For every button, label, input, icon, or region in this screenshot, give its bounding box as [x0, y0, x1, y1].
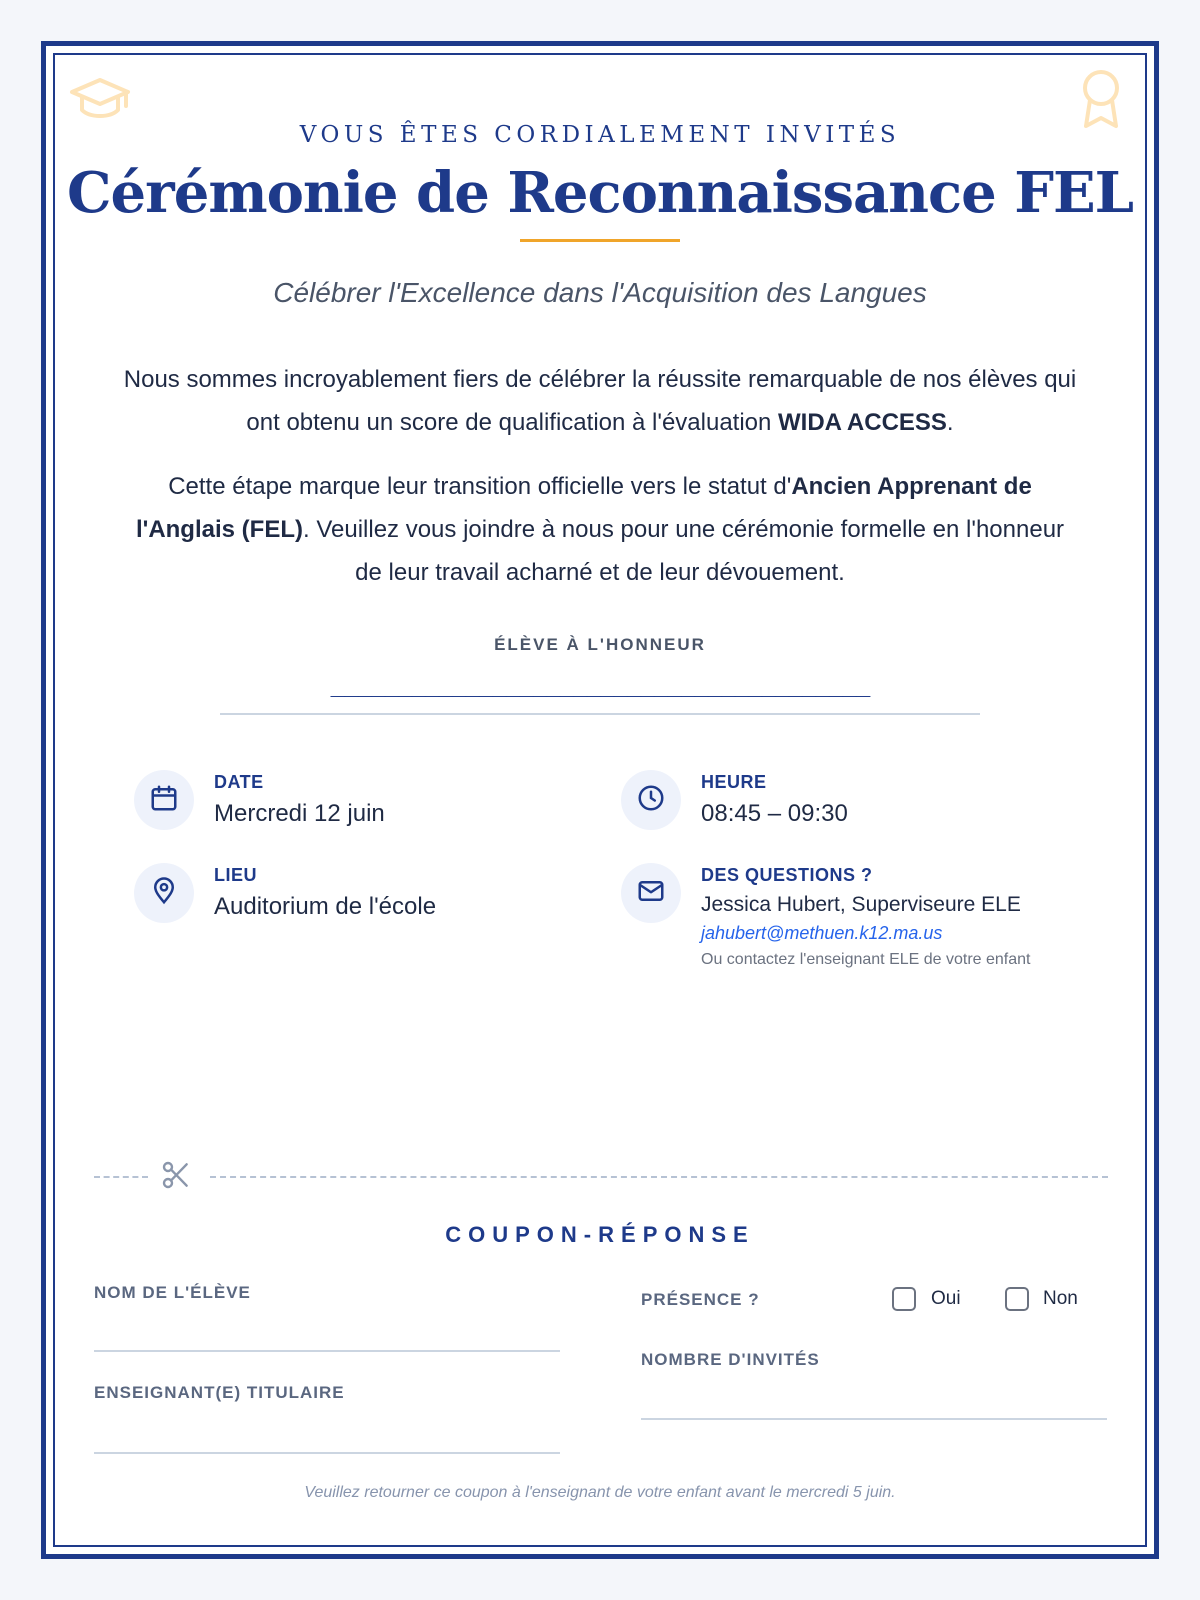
intro-p1-end: . [946, 409, 954, 436]
map-pin-icon [149, 876, 179, 911]
time-icon-bubble [621, 770, 681, 830]
date-value: Mercredi 12 juin [214, 800, 385, 827]
location-icon-bubble [134, 863, 194, 923]
honoree-name-blank: ________________________________________ [330, 670, 870, 700]
guests-label: NOMBRE D'INVITÉS [641, 1350, 820, 1369]
contact-email-link[interactable]: jahubert@methuen.k12.ma.us [701, 923, 943, 943]
intro-p1-text: Nous sommes incroyablement fiers de célébrer la réussite remarquable de nos élèves qui ont obtenu un score de qualification à l'évaluation [123, 366, 1077, 436]
mail-icon [636, 876, 666, 911]
teacher-field[interactable] [94, 1452, 560, 1454]
intro-p2-end: . Veuillez vous joindre à nous pour une cérémonie formelle en l'honneur de leur travail acharné et de leur dévouement. [302, 516, 1065, 586]
intro-p2-text: Cette étape marque leur transition officielle vers le statut d' [168, 473, 792, 500]
title-underline [520, 239, 680, 242]
student-name-field[interactable] [94, 1350, 560, 1352]
teacher-label: ENSEIGNANT(E) TITULAIRE [94, 1383, 345, 1402]
calendar-icon [149, 783, 179, 818]
scissors-icon [160, 1158, 192, 1197]
intro-paragraph-2 [120, 465, 1080, 594]
guests-field[interactable] [641, 1418, 1107, 1420]
eyebrow-text: VOUS ÊTES CORDIALEMENT INVITÉS [299, 122, 901, 148]
cut-line-right [210, 1176, 1108, 1178]
time-label: HEURE [701, 772, 767, 792]
intro-paragraph-1 [120, 358, 1080, 444]
date-label: DATE [214, 772, 264, 792]
time-value: 08:45 – 09:30 [701, 800, 848, 827]
attendance-no-checkbox[interactable] [1005, 1287, 1029, 1311]
attendance-no-label: Non [1043, 1288, 1078, 1309]
cut-line-left [94, 1176, 148, 1178]
attendance-label: PRÉSENCE ? [641, 1290, 760, 1309]
return-note: Veuillez retourner ce coupon à l'enseignant de votre enfant avant le mercredi 5 juin. [304, 1484, 896, 1501]
subtitle: Célébrer l'Excellence dans l'Acquisition des Langues [273, 277, 927, 308]
contact-icon-bubble [621, 863, 681, 923]
page-title: Cérémonie de Reconnaissance FEL [66, 160, 1134, 226]
honoree-label: ÉLÈVE À L'HONNEUR [494, 635, 706, 654]
coupon-title: COUPON-RÉPONSE [445, 1222, 755, 1247]
attendance-yes-checkbox[interactable] [892, 1287, 916, 1311]
invitation-card [41, 41, 1159, 1559]
contact-label: DES QUESTIONS ? [701, 865, 873, 885]
honoree-divider [220, 713, 980, 715]
date-icon-bubble [134, 770, 194, 830]
clock-icon [636, 783, 666, 818]
contact-name: Jessica Hubert, Superviseure ELE [701, 893, 1021, 916]
intro-p2-bold: Ancien Apprenant de l'Anglais (FEL) [135, 473, 1032, 543]
attendance-yes-label: Oui [931, 1288, 961, 1309]
contact-note: Ou contactez l'enseignant ELE de votre enfant [701, 951, 1031, 968]
intro-p1-bold: WIDA ACCESS [778, 409, 947, 436]
student-name-label: NOM DE L'ÉLÈVE [94, 1283, 251, 1302]
location-value: Auditorium de l'école [214, 893, 437, 920]
location-label: LIEU [214, 865, 258, 885]
